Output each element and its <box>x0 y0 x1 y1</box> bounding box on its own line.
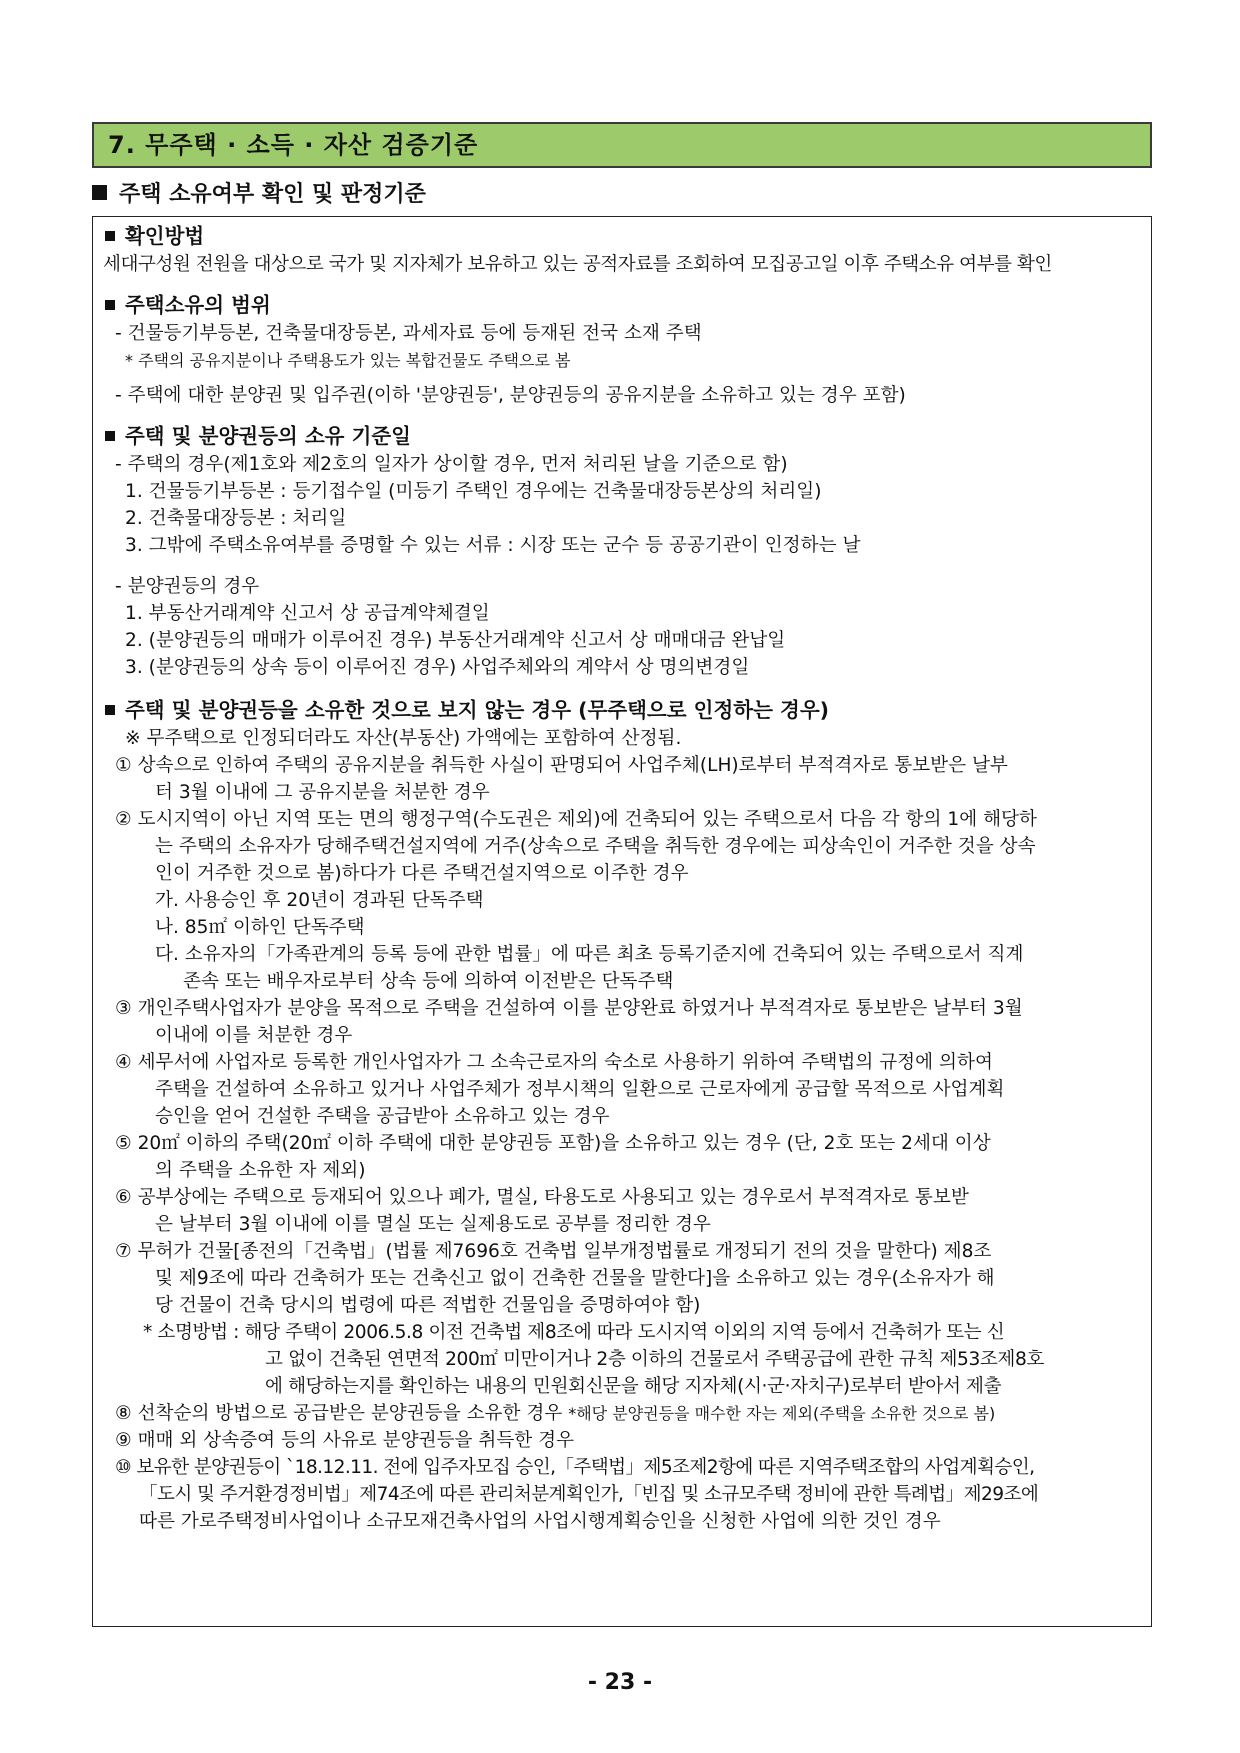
page-number: - 23 - <box>587 1670 653 1695</box>
exception-continuation: 은 날부터 3월 이내에 이를 멸실 또는 실제용도로 공부를 정리한 경우 <box>155 1214 711 1235</box>
base-date-item: 2. (분양권등의 매매가 이루어진 경우) 부동산거래계약 신고서 상 매매대금 완납일 <box>125 630 786 651</box>
exception-subitem-continuation: 존속 또는 배우자로부터 상속 등에 의하여 이전받은 단독주택 <box>183 971 674 992</box>
heading-text: 주택 및 분양권등의 소유 기준일 <box>125 424 411 448</box>
base-date-line: - 주택의 경우(제1호와 제2호의 일자가 상이할 경우, 먼저 처리된 날을 기준으로 함) <box>115 454 788 475</box>
exception-continuation: 승인을 얻어 건설한 주택을 공급받아 소유하고 있는 경우 <box>155 1106 610 1127</box>
exception-item-note: *해당 분양권등을 매수한 자는 제외(주택을 소유한 것으로 봄) <box>568 1404 996 1423</box>
section-title: 7. 무주택 · 소득 · 자산 검증기준 <box>92 122 1152 168</box>
exception-continuation: 의 주택을 소유한 자 제외) <box>155 1160 366 1181</box>
scope-line: - 주택에 대한 분양권 및 입주권(이하 '분양권등', 분양권등의 공유지분을 소유하고 있는 경우 포함) <box>115 385 906 406</box>
criteria-box <box>92 216 1152 1627</box>
scope-note: * 주택의 공유지분이나 주택용도가 있는 복합건물도 주택으로 봄 <box>125 351 571 370</box>
proof-method-note: 에 해당하는지를 확인하는 내용의 민원회신문을 해당 지자체(시·군·자치구)로부터 받아서 제출 <box>265 1376 1002 1397</box>
base-date-line: - 분양권등의 경우 <box>115 576 260 597</box>
exception-continuation: 따른 가로주택정비사업이나 소규모재건축사업의 사업시행계획승인을 신청한 사업에 의한 것인 경우 <box>139 1511 941 1532</box>
square-bullet-icon <box>105 300 115 310</box>
proof-method-note: * 소명방법 : 해당 주택이 2006.5.8 이전 건축법 제8조에 따라 도시지역 이외의 지역 등에서 건축허가 또는 신 <box>143 1322 1005 1343</box>
subtitle-text: 주택 소유여부 확인 및 판정기준 <box>119 182 426 207</box>
exception-continuation: 및 제9조에 따라 건축허가 또는 건축신고 없이 건축한 건물을 말한다]을 소유하고 있는 경우(소유자가 해 <box>155 1268 995 1289</box>
exception-item: ⑦ 무허가 건물[종전의「건축법」(법률 제7696호 건축법 일부개정법률로 개정되기 전의 것을 말한다) 제8조 <box>115 1241 992 1262</box>
square-bullet-icon <box>105 705 115 715</box>
exception-subitem: 가. 사용승인 후 20년이 경과된 단독주택 <box>155 890 484 911</box>
exceptions-note: ※ 무주택으로 인정되더라도 자산(부동산) 가액에는 포함하여 산정됨. <box>125 728 682 749</box>
exception-continuation: 터 3월 이내에 그 공유지분을 처분한 경우 <box>155 782 490 803</box>
base-date-item: 3. 그밖에 주택소유여부를 증명할 수 있는 서류 : 시장 또는 군수 등 공공기관이 인정하는 날 <box>125 535 861 556</box>
square-bullet-icon <box>92 185 107 200</box>
exception-subitem: 다. 소유자의「가족관계의 등록 등에 관한 법률」에 따른 최초 등록기준지에 건축되어 있는 주택으로서 직계 <box>155 944 1024 965</box>
exception-continuation: 인이 거주한 것으로 봄)하다가 다른 주택건설지역으로 이주한 경우 <box>155 863 689 884</box>
base-date-item: 3. (분양권등의 상속 등이 이루어진 경우) 사업주체와의 계약서 상 명의변경일 <box>125 657 750 678</box>
heading-text: 확인방법 <box>125 224 205 248</box>
criteria-content <box>103 221 1141 1535</box>
exception-item: ② 도시지역이 아닌 지역 또는 면의 행정구역(수도권은 제외)에 건축되어 있는 주택으로서 다음 각 항의 1에 해당하 <box>115 809 1037 830</box>
exception-item <box>103 1400 1141 1427</box>
exception-continuation: 「도시 및 주거환경정비법」제74조에 따른 관리처분계획인가,「빈집 및 소규모주택 정비에 관한 특례법」제29조에 <box>139 1484 1039 1505</box>
exception-item: ③ 개인주택사업자가 분양을 목적으로 주택을 건설하여 이를 분양완료 하였거나 부적격자로 통보받은 날부터 3월 <box>115 998 1023 1019</box>
heading-method <box>103 221 1141 251</box>
heading-base-date <box>103 421 1141 451</box>
exception-continuation: 이내에 이를 처분한 경우 <box>155 1025 353 1046</box>
subtitle <box>92 180 426 210</box>
exception-item: ① 상속으로 인하여 주택의 공유지분을 취득한 사실이 판명되어 사업주체(LH)로부터 부적격자로 통보받은 날부 <box>115 755 1008 776</box>
scope-line: - 건물등기부등본, 건축물대장등본, 과세자료 등에 등재된 전국 소재 주택 <box>115 323 702 344</box>
exception-item: ⑩ 보유한 분양권등이 `18.12.11. 전에 입주자모집 승인,「주택법」제5조제2항에 따른 지역주택조합의 사업계획승인, <box>115 1457 1035 1478</box>
heading-scope <box>103 290 1141 320</box>
exception-item: ⑥ 공부상에는 주택으로 등재되어 있으나 폐가, 멸실, 타용도로 사용되고 있는 경우로서 부적격자로 통보받 <box>115 1187 969 1208</box>
method-text: 세대구성원 전원을 대상으로 국가 및 지자체가 보유하고 있는 공적자료를 조회하여 모집공고일 이후 주택소유 여부를 확인 <box>103 254 1052 275</box>
base-date-item: 2. 건축물대장등본 : 처리일 <box>125 508 347 529</box>
heading-text: 주택 및 분양권등을 소유한 것으로 보지 않는 경우 (무주택으로 인정하는 경우) <box>125 698 829 722</box>
exception-item: ⑤ 20㎡ 이하의 주택(20㎡ 이하 주택에 대한 분양권등 포함)을 소유하고 있는 경우 (단, 2호 또는 2세대 이상 <box>115 1133 991 1154</box>
exception-item: ⑨ 매매 외 상속증여 등의 사유로 분양권등을 취득한 경우 <box>115 1430 575 1451</box>
base-date-item: 1. 부동산거래계약 신고서 상 공급계약체결일 <box>125 603 490 624</box>
exception-continuation: 당 건물이 건축 당시의 법령에 따른 적법한 건물임을 증명하여야 함) <box>155 1295 701 1316</box>
exception-continuation: 는 주택의 소유자가 당해주택건설지역에 거주(상속으로 주택을 취득한 경우에는 피상속인이 거주한 것을 상속 <box>155 836 1036 857</box>
heading-exceptions <box>103 695 1141 725</box>
square-bullet-icon <box>105 231 115 241</box>
square-bullet-icon <box>105 431 115 441</box>
heading-text: 주택소유의 범위 <box>125 293 271 317</box>
exception-item-text: ⑧ 선착순의 방법으로 공급받은 분양권등을 소유한 경우 <box>115 1403 563 1424</box>
exception-subitem: 나. 85㎡ 이하인 단독주택 <box>155 917 365 938</box>
base-date-item: 1. 건물등기부등본 : 등기접수일 (미등기 주택인 경우에는 건축물대장등본상의 처리일) <box>125 481 822 502</box>
exception-continuation: 주택을 건설하여 소유하고 있거나 사업주체가 정부시책의 일환으로 근로자에게 공급할 목적으로 사업계획 <box>155 1079 1005 1100</box>
proof-method-note: 고 없이 건축된 연면적 200㎡ 미만이거나 2층 이하의 건물로서 주택공급에 관한 규칙 제53조제8호 <box>265 1349 1044 1370</box>
exception-item: ④ 세무서에 사업자로 등록한 개인사업자가 그 소속근로자의 숙소로 사용하기 위하여 주택법의 규정에 의하여 <box>115 1052 993 1073</box>
